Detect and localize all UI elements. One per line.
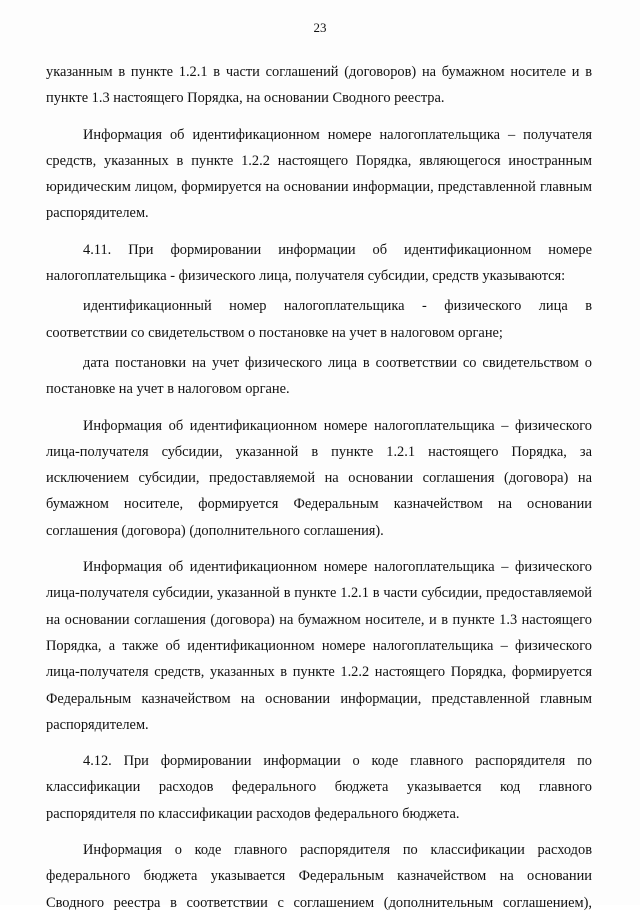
paragraph-registration-date: дата постановки на учет физического лица в соответствии со свидетельством о постановке на учет в налоговом органе. bbox=[46, 354, 592, 398]
paragraph-4-11: 4.11. При формировании информации об идентификационном номере налогоплательщика - физического лица, получателя субсидии, средств указываются: bbox=[46, 241, 592, 285]
paragraph-inn-paper-agreement: Информация об идентификационном номере налогоплательщика – физического лица-получателя субсидии, указанной в пункте 1.2.1 в части субсидии, предоставляемой на основании соглашения (договора) на бумажном носителе, и в пункте 1.3 настоящего Порядка, а также об идентификационном номере налогоплательщика – физического лица-получателя средств, указанных в пункте 1.2.2 настоящего Порядка, формируется Федеральным казначейством на основании информации, представленной главным распорядителем. bbox=[46, 559, 592, 733]
paragraph-4-12: 4.12. При формировании информации о коде главного распорядителя по классификации расходов федерального бюджета указывается код главного распорядителя по классификации расходов федерального бюджета. bbox=[46, 753, 592, 822]
paragraph-chief-manager-code: Информация о коде главного распорядителя по классификации расходов федерального бюджета указывается Федеральным казначейством на основании Сводного реестра в соответствии с соглашением (дополнительным соглашением), bbox=[46, 842, 592, 911]
paragraph-continuation: указанным в пункте 1.2.1 в части соглашений (договоров) на бумажном носителе и в пункте 1.3 настоящего Порядка, на основании Сводного реестра. bbox=[46, 64, 592, 107]
document-body bbox=[46, 59, 592, 916]
page-number: 23 bbox=[313, 20, 327, 35]
paragraph-inn-subsidy-recipient: Информация об идентификационном номере налогоплательщика – физического лица-получателя субсидии, указанной в пункте 1.2.1 настоящего Порядка, за исключением субсидии, предоставляемой на основании соглашения (договора) на бумажном носителе, формируется Федеральным казначейством на основании соглашения (договора) (дополнительного соглашения). bbox=[46, 417, 592, 539]
paragraph-inn-number: идентификационный номер налогоплательщика - физического лица в соответствии со свидетельством о постановке на учет в налоговом органе; bbox=[46, 298, 592, 341]
paragraph-inn-foreign-entity: Информация об идентификационном номере налогоплательщика – получателя средств, указанных в пункте 1.2.2 настоящего Порядка, являющегося иностранным юридическим лицом, формируется на основании информации, представленной главным распорядителем. bbox=[46, 126, 592, 222]
